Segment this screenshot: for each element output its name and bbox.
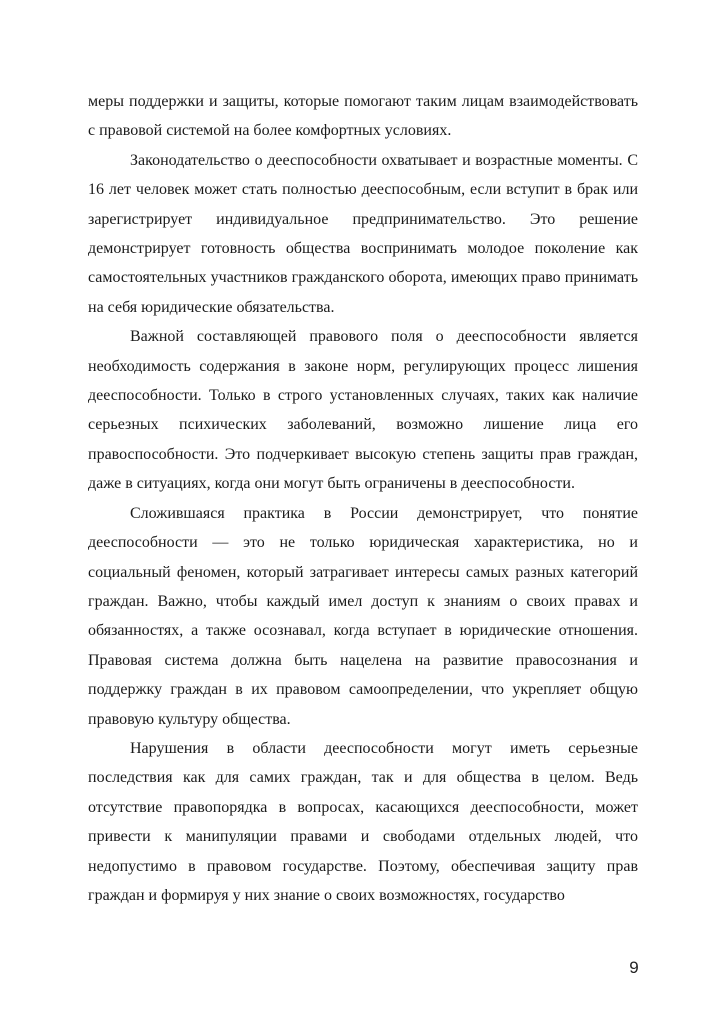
paragraph-violations: Нарушения в области дееспособности могут иметь серьезные последствия как для самих граждан, так и для общества в целом. Ведь отсутствие правопорядка в вопросах, касающихся дееспособности, может привести к манипуляции правами и свободами отдельных людей, что недопустимо в правовом государстве. Поэтому, обеспечивая защиту прав граждан и формируя у них знание о своих возможностях, государство [88, 739, 638, 904]
paragraph-age-capacity: Законодательство о дееспособности охватывает и возрастные моменты. С 16 лет человек может стать полностью дееспособным, если вступит в брак или зарегистрирует индивидуальное предпринимательство. Это решение демонстрирует готовность общества воспринимать молодое поколение как самостоятельных участников гражданского оборота, имеющих право принимать на себя юридические обязательства. [88, 151, 638, 316]
paragraph-practice: Сложившаяся практика в России демонстрирует, что понятие дееспособности — это не только юридическая характеристика, но и социальный феномен, который затрагивает интересы самых разных категорий граждан. Важно, чтобы каждый имел доступ к знаниям о своих правах и обязанностях, а также осознавал, когда вступает в юридические отношения. Правовая система должна быть нацелена на развитие правосознания и поддержку граждан в их правовом самоопределении, что укрепляет общую правовую культуру общества. [88, 504, 638, 728]
body-text [88, 87, 638, 910]
paragraph-continued: меры поддержки и защиты, которые помогают таким лицам взаимодействовать с правовой системой на более комфортных условиях. [88, 93, 638, 140]
paragraph-deprivation: Важной составляющей правового поля о дееспособности является необходимость содержания в законе норм, регулирующих процесс лишения дееспособности. Только в строго установленных случаях, таких как наличие серьезных психических заболеваний, возможно лишение лица его правоспособности. Это подчеркивает высокую степень защиты прав граждан, даже в ситуациях, когда они могут быть ограничены в дееспособности. [88, 328, 638, 493]
page-number: 9 [629, 958, 639, 977]
